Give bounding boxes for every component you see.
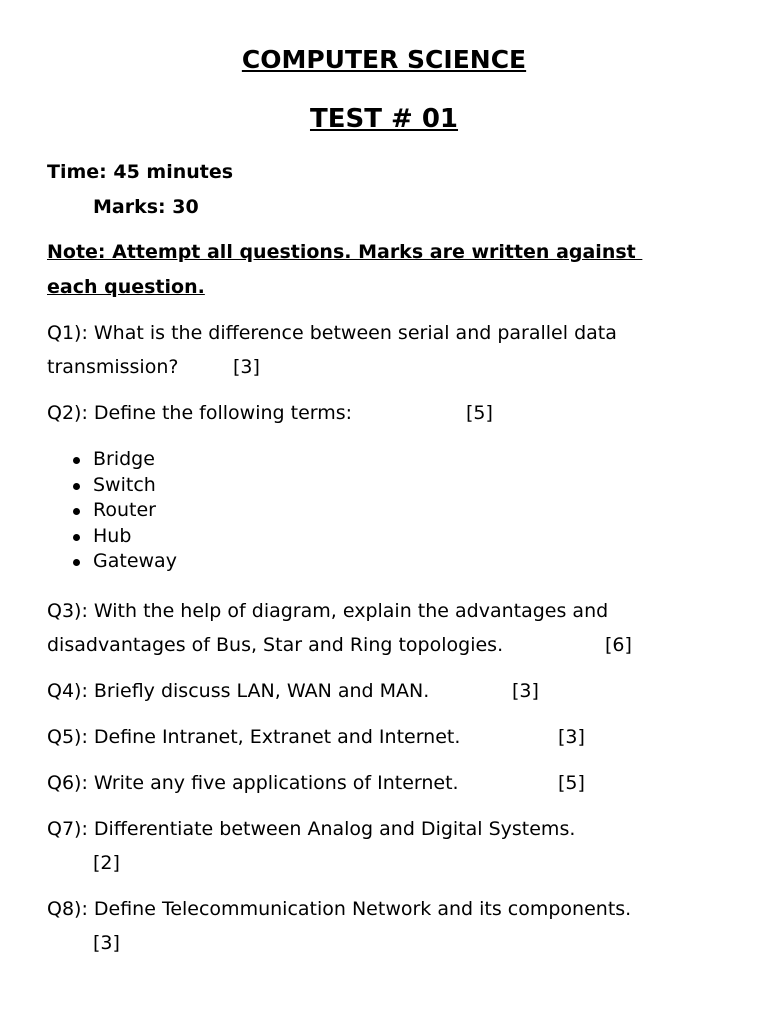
bullet-icon [73,483,80,490]
bullet-icon [73,534,80,541]
question-5-marks: [3] [558,726,585,748]
list-item [73,498,177,524]
question-1-text: Q1): What is the difference between serial and parallel data [47,322,617,344]
question-2-text: Q2): Define the following terms: [47,402,353,424]
bullet-icon [73,508,80,515]
question-1-marks: [3] [233,356,260,378]
question-1-text-cont: transmission? [47,356,179,378]
question-6-marks: [5] [558,772,585,794]
question-3-text-cont: disadvantages of Bus, Star and Ring topologies. [47,634,504,656]
bullet-icon [73,559,80,566]
question-8-marks: [3] [93,932,120,954]
question-6-text: Q6): Write any five applications of Internet. [47,772,459,794]
question-3-text: Q3): With the help of diagram, explain the advantages and [47,600,609,622]
list-item [73,447,177,473]
marks-info: Marks: 30 [93,196,199,218]
bullet-icon [73,457,80,464]
list-item-label: Router [93,499,156,521]
list-item [73,524,177,550]
document-title: COMPUTER SCIENCE [241,45,527,74]
time-info: Time: 45 minutes [47,161,234,183]
question-4-marks: [3] [512,680,539,702]
list-item-label: Hub [93,524,132,547]
list-item-label: Switch [93,473,156,496]
note-line-1: Note: Attempt all questions. Marks are written against [47,241,643,263]
test-number-heading: TEST # 01 [309,104,459,134]
question-2-marks: [5] [466,402,493,424]
list-item [73,473,177,499]
question-4-text: Q4): Briefly discuss LAN, WAN and MAN. [47,680,430,702]
list-item-label: Gateway [93,550,177,572]
list-item-label: Bridge [93,448,155,470]
terms-list [73,447,177,575]
question-5-text: Q5): Define Intranet, Extranet and Internet. [47,726,461,748]
question-8-text: Q8): Define Telecommunication Network and its components. [47,898,632,920]
list-item [73,549,177,575]
question-7-marks: [2] [93,852,120,874]
question-7-text: Q7): Differentiate between Analog and Digital Systems. [47,818,576,840]
note-line-2: each question. [47,276,205,298]
question-3-marks: [6] [605,634,632,656]
